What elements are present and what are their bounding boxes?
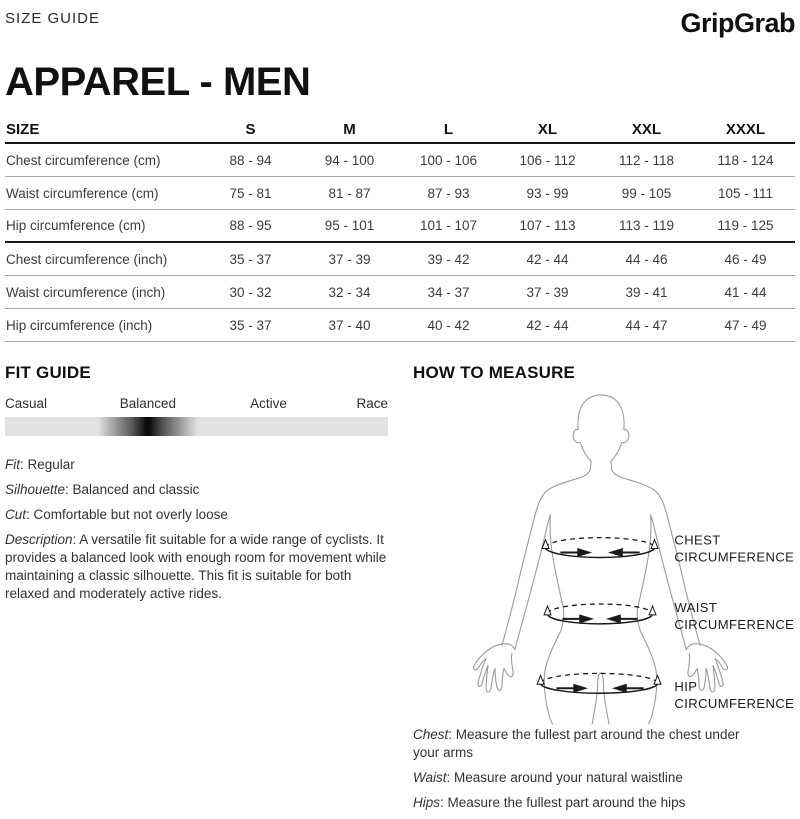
table-cell: 42 - 44 (526, 317, 569, 333)
fit-scale-label-casual: Casual (5, 396, 48, 411)
fit-attribute-text: : Balanced and classic (65, 482, 200, 497)
hip-label-line1: HIP (674, 679, 698, 695)
table-cell: 37 - 39 (328, 251, 371, 267)
waist-label-line2: CIRCUMFERENCE (674, 616, 795, 632)
table-cell: 88 - 94 (229, 152, 272, 168)
fit-attribute-term: Fit (5, 457, 20, 472)
table-cell: 35 - 37 (229, 251, 272, 267)
table-cell: 107 - 113 (519, 218, 576, 233)
table-row-label: Waist circumference (inch) (6, 284, 166, 300)
table-header-col: S (245, 121, 256, 138)
fit-scale-label-active: Active (250, 396, 287, 411)
table-cell: 37 - 39 (526, 284, 569, 300)
measure-instruction-text: : Measure the fullest part around the hips (440, 795, 686, 810)
diagram-labels (674, 533, 794, 712)
table-row-label: Chest circumference (cm) (6, 152, 161, 168)
measurement-diagram (413, 386, 795, 718)
fit-attribute-text: : Comfortable but not overly loose (26, 507, 228, 522)
measure-instruction-text: : Measure around your natural waistline (446, 770, 683, 785)
table-cell: 99 - 105 (621, 185, 672, 201)
size-table-header-row (5, 117, 795, 144)
fit-attribute-term: Description (5, 532, 73, 547)
hip-label-line2: CIRCUMFERENCE (674, 696, 795, 712)
how-to-measure-section (413, 363, 795, 819)
page-title: APPAREL - MEN (5, 60, 311, 104)
table-cell: 47 - 49 (724, 317, 767, 333)
fit-attributes (5, 456, 388, 603)
fit-attribute-text: : Regular (20, 457, 75, 472)
chest-label-line2: CIRCUMFERENCE (674, 549, 795, 565)
brand-logo: GripGrab (680, 8, 795, 38)
table-cell: 41 - 44 (724, 284, 767, 300)
table-row-label: Hip circumference (cm) (6, 218, 146, 233)
fit-attribute-term: Cut (5, 507, 27, 522)
fit-scale-label-race: Race (356, 396, 388, 411)
table-cell: 113 - 119 (618, 218, 675, 233)
size-table (5, 117, 795, 342)
table-cell: 44 - 46 (625, 251, 668, 267)
table-cell: 119 - 125 (717, 218, 774, 233)
table-row (5, 177, 795, 210)
measure-instructions (413, 726, 761, 812)
table-row (5, 309, 795, 342)
table-cell: 81 - 87 (328, 185, 371, 201)
table-cell: 101 - 107 (419, 218, 478, 233)
fit-scale-bar (5, 417, 388, 436)
fit-attribute-term: Silhouette (5, 482, 66, 497)
table-row (5, 276, 795, 309)
table-row-label: Waist circumference (cm) (6, 185, 159, 201)
table-cell: 93 - 99 (526, 185, 569, 201)
table-row (5, 144, 795, 177)
table-header-col: M (343, 121, 356, 138)
table-cell: 88 - 95 (229, 218, 272, 233)
measure-instruction (413, 726, 761, 762)
hip-measure-ring (537, 673, 661, 693)
fit-guide-section (5, 363, 388, 819)
measure-instruction-term: Chest (413, 727, 449, 742)
page-header (5, 8, 795, 37)
table-cell: 34 - 37 (427, 284, 470, 300)
table-row-label: Chest circumference (inch) (6, 251, 168, 267)
lower-section (5, 363, 795, 819)
table-cell: 39 - 41 (625, 284, 668, 300)
measure-instruction-term: Waist (413, 770, 447, 785)
page-eyebrow: SIZE GUIDE (5, 10, 101, 27)
table-cell: 118 - 124 (717, 152, 774, 168)
table-cell: 106 - 112 (519, 152, 576, 168)
table-header-col: XXXL (725, 121, 766, 138)
table-header-size: SIZE (6, 121, 40, 138)
size-table-body (5, 144, 795, 342)
table-cell: 105 - 111 (717, 185, 774, 201)
table-cell: 32 - 34 (328, 284, 371, 300)
fit-attribute (5, 531, 388, 603)
table-header-col: XXL (631, 121, 662, 138)
how-to-measure-heading: HOW TO MEASURE (413, 363, 576, 382)
table-cell: 39 - 42 (427, 251, 470, 267)
table-row-label: Hip circumference (inch) (6, 317, 153, 333)
fit-attribute (5, 506, 388, 524)
table-cell: 42 - 44 (526, 251, 569, 267)
table-header-col: XL (537, 121, 558, 138)
table-cell: 87 - 93 (427, 185, 470, 201)
measure-instruction-term: Hips (413, 795, 441, 810)
waist-measure-ring (544, 604, 656, 624)
table-row (5, 210, 795, 243)
fit-guide-heading: FIT GUIDE (5, 363, 91, 382)
fit-scale-labels (5, 396, 388, 413)
measure-instruction-text: : Measure the fullest part around the chest under your arms (413, 727, 740, 760)
fit-attribute (5, 481, 388, 499)
table-cell: 35 - 37 (229, 317, 272, 333)
table-cell: 100 - 106 (419, 152, 478, 168)
fit-scale-label-balanced: Balanced (119, 396, 176, 411)
measure-instruction (413, 794, 761, 812)
table-cell: 44 - 47 (625, 317, 668, 333)
table-row (5, 243, 795, 276)
fit-attribute-text: : A versatile fit suitable for a wide range of cyclists. It provides a balanced look with enough room for movement while maintaining a classic silhouette. This fit is suitable for both relaxed and moderately active rides. (5, 532, 387, 601)
measure-instruction (413, 769, 761, 787)
table-cell: 37 - 40 (328, 317, 371, 333)
chest-label-line1: CHEST (674, 532, 721, 548)
waist-label-line1: WAIST (674, 599, 718, 615)
table-cell: 30 - 32 (229, 284, 272, 300)
table-cell: 95 - 101 (324, 218, 375, 233)
table-cell: 40 - 42 (427, 317, 470, 333)
table-cell: 46 - 49 (724, 251, 767, 267)
table-header-col: L (443, 121, 454, 138)
table-cell: 75 - 81 (229, 185, 272, 201)
fit-attribute (5, 456, 388, 474)
table-cell: 94 - 100 (324, 152, 375, 168)
chest-measure-ring (542, 538, 658, 558)
table-cell: 112 - 118 (618, 152, 675, 168)
